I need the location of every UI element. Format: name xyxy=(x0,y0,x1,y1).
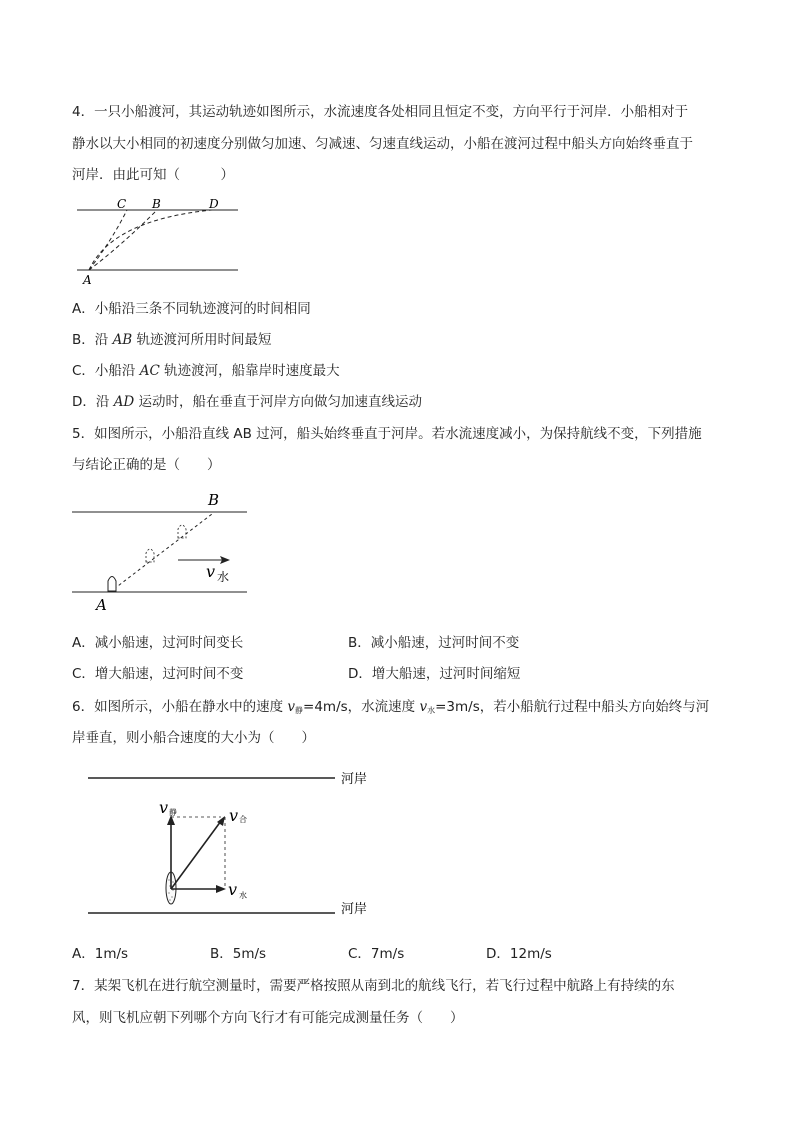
q4-option-b-var: AB xyxy=(112,332,133,348)
q5-option-b: B．减小船速，过河时间不变 xyxy=(348,635,520,651)
q4-label-d: D xyxy=(209,197,219,211)
q4-option-b xyxy=(72,330,272,350)
q5-river-figure xyxy=(70,490,250,615)
q4-label-a: A xyxy=(83,273,92,287)
q5-option-d: D．增大船速，过河时间缩短 xyxy=(348,666,521,682)
q6-v-sum-sub: 合 xyxy=(239,815,247,824)
q6-bottom-bank-label: 河岸 xyxy=(341,902,368,917)
q6-option-b: B．5m/s xyxy=(210,946,267,962)
q6-stem-v2-sub: 水 xyxy=(427,706,436,715)
q6-v-sum-label: v xyxy=(229,806,239,825)
q6-v-water-label: v xyxy=(228,880,238,899)
q6-stem-text-b: =4m/s，水流速度 xyxy=(303,699,420,715)
q6-stem-text-c: =3m/s，若小船航行过程中船头方向始终与河 xyxy=(435,699,710,715)
q6-v-still-sub: 静 xyxy=(169,808,177,817)
q5-option-a: A．减小船速，过河时间变长 xyxy=(72,635,244,651)
q7-stem-line-2: 风，则飞机应朝下列哪个方向飞行才有可能完成测量任务（ ） xyxy=(72,1010,464,1026)
q4-stem-line-3: 河岸．由此可知（ ） xyxy=(72,167,234,183)
q4-option-c-prefix: C．小船沿 xyxy=(72,363,140,379)
q6-v-water-head xyxy=(216,885,226,893)
q6-option-d: D．12m/s xyxy=(486,946,552,962)
q6-option-a: A．1m/s xyxy=(72,946,129,962)
q5-boat-solid xyxy=(108,577,116,592)
q5-label-b: B xyxy=(208,491,220,509)
q6-v-sum-arrow xyxy=(171,821,221,889)
q4-option-d-var: AD xyxy=(113,394,135,410)
q4-option-d-prefix: D．沿 xyxy=(72,394,114,410)
q6-stem-line-1 xyxy=(72,697,709,721)
q6-velocity-figure xyxy=(85,765,395,920)
q5-label-a: A xyxy=(96,596,107,614)
q6-top-bank-label: 河岸 xyxy=(341,772,368,787)
q6-stem-v1: v xyxy=(287,699,296,715)
q5-stem-line-1: 5．如图所示，小船沿直线 AB 过河，船头始终垂直于河岸。若水流速度减小，为保持航线不变，下列措施 xyxy=(72,426,702,442)
q6-stem-line-2: 岸垂直，则小船合速度的大小为（ ） xyxy=(72,730,315,746)
q5-boat-ghost-1 xyxy=(146,549,154,562)
q4-option-d-suffix: 运动时，船在垂直于河岸方向做匀加速直线运动 xyxy=(134,394,423,410)
q5-option-c: C．增大船速，过河时间不变 xyxy=(72,666,244,682)
q5-label-v: v xyxy=(206,562,216,581)
q4-option-a: A．小船沿三条不同轨迹渡河的时间相同 xyxy=(72,301,311,317)
q4-label-b: B xyxy=(152,197,161,211)
q6-stem-v1-sub: 静 xyxy=(295,706,304,715)
q6-v-water-sub: 水 xyxy=(239,891,247,900)
q4-option-c xyxy=(72,361,340,381)
q5-label-v-sub: 水 xyxy=(217,570,230,584)
q6-option-c: C．7m/s xyxy=(348,946,405,962)
q4-path-ab xyxy=(89,210,157,270)
q4-option-b-suffix: 轨迹渡河所用时间最短 xyxy=(132,332,272,348)
q5-path-ab xyxy=(114,514,212,589)
q4-option-b-prefix: B．沿 xyxy=(72,332,113,348)
q4-option-c-suffix: 轨迹渡河，船靠岸时速度最大 xyxy=(159,363,340,379)
q4-trajectory-figure xyxy=(72,197,242,287)
q4-option-d xyxy=(72,392,422,412)
q6-stem-text-a: 6．如图所示，小船在静水中的速度 xyxy=(72,699,288,715)
q4-path-ad xyxy=(89,210,212,270)
q4-label-c: C xyxy=(117,197,127,211)
q4-path-ac xyxy=(89,210,127,270)
q4-stem-line-1: 4．一只小船渡河，其运动轨迹如图所示，水流速度各处相同且恒定不变，方向平行于河岸．小船相对于 xyxy=(72,104,689,120)
q4-stem-line-2: 静水以大小相同的初速度分别做匀加速、匀减速、匀速直线运动，小船在渡河过程中船头方向始终垂直于 xyxy=(72,136,693,152)
q5-boat-ghost-2 xyxy=(178,525,186,538)
q4-option-c-var: AC xyxy=(139,363,160,379)
q6-stem-v2: v xyxy=(419,699,428,715)
q5-stem-line-2: 与结论正确的是（ ） xyxy=(72,457,221,473)
q6-v-still-label: v xyxy=(159,798,169,817)
q7-stem-line-1: 7．某架飞机在进行航空测量时，需要严格按照从南到北的航线飞行，若飞行过程中航路上有持续的东 xyxy=(72,978,675,994)
